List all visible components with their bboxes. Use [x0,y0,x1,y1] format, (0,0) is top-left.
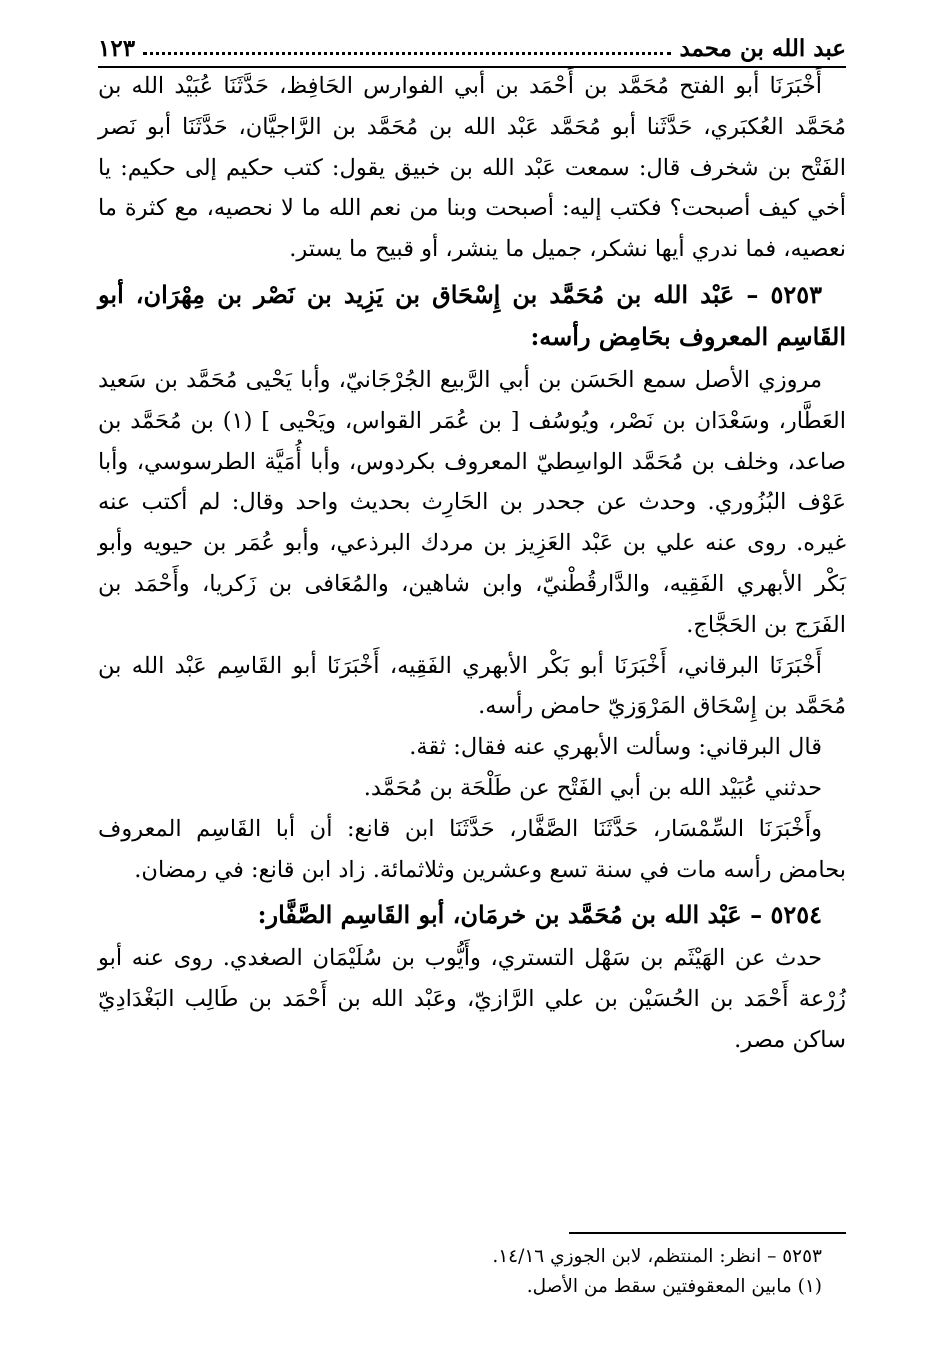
entry-5253-heading: ٥٢٥٣ – عَبْد الله بن مُحَمَّد بن إِسْحَاق بن يَزِيد بن نَصْر بن مِهْرَان، أبو القَاسِم المعروف بحَامِض رأسه: [98,279,846,351]
entry-5253-source: حدثني عُبَيْد الله بن أبي الفَتْح عن طَلْحَة بن مُحَمَّد. [363,774,822,801]
footnote-source: ٥٢٥٣ – انظر: المنتظم، لابن الجوزي ١٤/١٦. [492,1246,822,1267]
running-title: عبد الله بن محمد [679,34,846,62]
entry-5253-grading: قال البرقاني: وسألت الأبهري عنه فقال: ثقة. [409,734,822,761]
footnote-1: (١) مابين المعقوفتين سقط من الأصل. [526,1276,822,1297]
footnote-separator [569,1232,846,1234]
entry-5254-bio: حدث عن الهَيْثَم بن سَهْل التستري، وأَيُّوب بن سُلَيْمَان الصغدي. روى عنه أبو زُرْعة أَحْمَد بن الحُسَيْن بن علي الرَّازيّ، وعَبْد الله بن أَحْمَد بن طَالِب البَغْدَادِيّ ساكن مصر. [98,945,846,1053]
entry-5253-isnad: أَخْبَرَنَا البرقاني، أَخْبَرَنَا أبو بَكْر الأبهري الفَقِيه، أَخْبَرَنَا أبو القَاسِم عَبْد الله بن مُحَمَّد بن إِسْحَاق المَرْوَزيّ حامض رأسه. [98,652,846,720]
page-body [98,66,846,1061]
entry-5253-bio: مروزي الأصل سمع الحَسَن بن أبي الرَّبيع الجُرْجَانيّ، وأبا يَحْيى مُحَمَّد بن سَعيد العَطَّار، وسَعْدَان بن نَصْر، ويُوسُف [ بن عُمَر القواس، ويَحْيى ] (١) بن مُحَمَّد بن صاعد، وخلف بن مُحَمَّد الواسِطيّ المعروف بكردوس، وأبا أُمَيَّة الطرسوسي، وأبا عَوْف البُزُوري. وحدث عن جحدر بن الحَارِث بحديث واحد وقال: لم أكتب عنه غيره. روى عنه علي بن عَبْد العَزِيز بن مردك البرذعي، وأبو عُمَر بن حيويه وأبو بَكْر الأبهري الفَقِيه، والدَّارقُطْنيّ، وابن شاهين، والمُعَافى بن زَكريا، وأَحْمَد بن الفَرَج بن الحَجَّاج. [98,366,846,638]
entry-5253-death: وأَخْبَرَنَا السِّمْسَار، حَدَّثَنَا الصَّفَّار، حَدَّثَنَا ابن قانع: أن أبا القَاسِم المعروف بحامض رأسه مات في سنة تسع وعشرين وثلاثمائة. زاد ابن قانع: في رمضان. [98,815,846,883]
opening-paragraph: أَخْبَرَنَا أبو الفتح مُحَمَّد بن أَحْمَد بن أبي الفوارس الحَافِظ، حَدَّثَنَا عُبَيْد الله بن مُحَمَّد العُكبَري، حَدَّثَنا أبو مُحَمَّد عَبْد الله بن مُحَمَّد بن الرَّاجيَّان، حَدَّثَنَا أبو نَصر الفَتْح بن شخرف قال: سمعت عَبْد الله بن خبيق يقول: كتب حكيم إلى حكيم: يا أخي كيف أصبحت؟ فكتب إليه: أصبحت وبنا من نعم الله ما لا نحصيه، مع كثرة ما نعصيه، فما ندري أيها نشكر، جميل ما ينشر، أو قبيح ما يستر. [98,73,846,263]
header-dot-leader [143,42,671,55]
page-number: ١٢٣ [98,34,136,62]
entry-5254-heading: ٥٢٥٤ – عَبْد الله بن مُحَمَّد بن خرمَان، أبو القَاسِم الصَّفَّار: [257,900,822,930]
footnotes [98,1242,822,1302]
running-header [98,30,846,68]
